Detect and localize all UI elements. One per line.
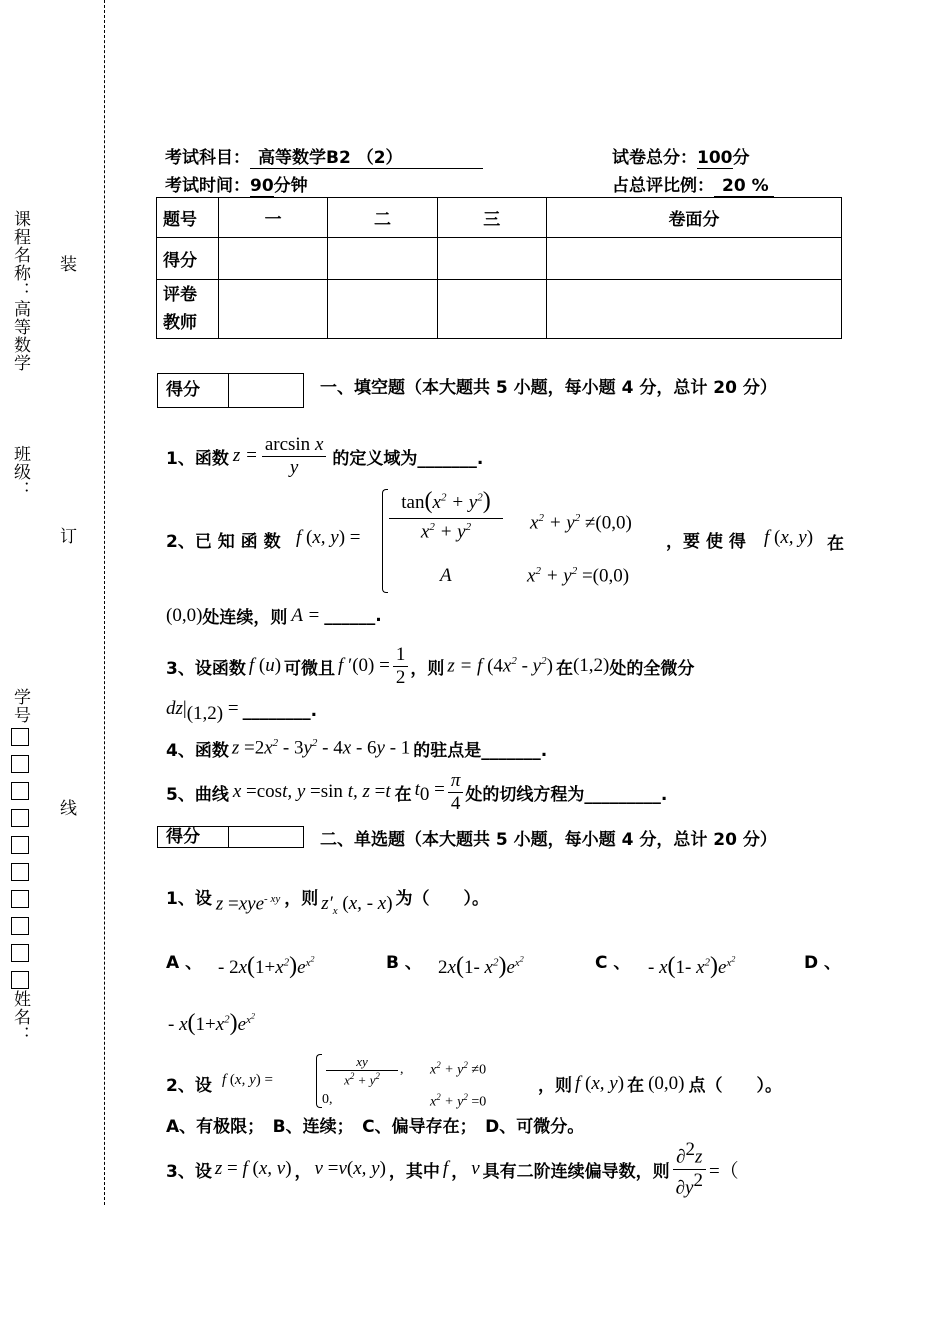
s2-q2-prefix: 2、已 知 函 数 bbox=[166, 532, 281, 552]
course-name-label: 课程名称：高等数学 bbox=[10, 210, 30, 372]
header-cell-1: 一 bbox=[219, 198, 328, 238]
row-score-label: 得分 bbox=[157, 238, 219, 280]
subject-label: 考试科目： bbox=[165, 148, 250, 168]
section1-score-label: 得分 bbox=[158, 374, 229, 407]
grader-cell[interactable] bbox=[437, 280, 546, 339]
s1-question-1: 1、函数 z = $\frac{\text{arcsin x}}{y}$ 的定义域为_______. bbox=[166, 433, 484, 478]
grader-cell[interactable] bbox=[546, 280, 841, 339]
header-cell-3: 三 bbox=[437, 198, 546, 238]
s1-q2-mid: ，要 使 得 bbox=[666, 532, 746, 552]
option-a-label: A 、 bbox=[166, 953, 203, 973]
header-cell-total: 卷面分 bbox=[546, 198, 841, 238]
section2-score-field[interactable] bbox=[229, 827, 303, 847]
score-table bbox=[156, 197, 842, 339]
bind-char-xian: 线 bbox=[60, 799, 77, 819]
option-d-label: D 、 bbox=[804, 953, 842, 973]
section1-score-box bbox=[157, 373, 304, 408]
section2-score-box bbox=[157, 826, 304, 848]
s1-question-2-line2: (0,0) 处连续，则 A = ______. bbox=[166, 604, 382, 628]
s2-question-3: 3、设 z = f (x, v) ， v =v(x, y) ，其中 f ， v 具有二阶连续偏导数，则 $\frac{\partial^2z}{\partial y^2}$ =（ bbox=[166, 1139, 739, 1198]
ratio-label: 占总评比例： bbox=[612, 176, 714, 196]
time-unit: 分钟 bbox=[273, 176, 308, 196]
total-line bbox=[612, 143, 750, 169]
binding-dashed-line bbox=[104, 0, 105, 1205]
score-cell[interactable] bbox=[437, 238, 546, 280]
total-label: 试卷总分： bbox=[612, 148, 697, 168]
section1-score-field[interactable] bbox=[229, 374, 303, 407]
s1-question-5: 5、曲线 x =cost, y =sin t, z =t 在 $t_0$ = $\frac{\pi}{4}$ 处的切线方程为_________. bbox=[166, 769, 668, 814]
subject-value: 高等数学B2 （2） bbox=[250, 143, 483, 169]
s1-question-3: 3、设函数 f (u) 可微且 f ′(0) = $\frac{1}{2}$ ，则 z = f $(4x^2 - y^2)$ 在 (1,2) 处的全微分 bbox=[166, 643, 695, 688]
s2-question-2-tail: ，则 f (x, y) 在 (0,0) 点（ ）。 bbox=[538, 1072, 782, 1096]
grader-cell[interactable] bbox=[219, 280, 328, 339]
total-value: 100 bbox=[697, 148, 733, 168]
bind-char-zhuang: 装 bbox=[60, 255, 77, 275]
section2-score-label: 得分 bbox=[158, 827, 229, 847]
time-line bbox=[165, 171, 308, 197]
piecewise-brace bbox=[382, 489, 388, 593]
score-cell[interactable] bbox=[328, 238, 437, 280]
score-cell[interactable] bbox=[219, 238, 328, 280]
s2-q2-prefix: 2、设 bbox=[166, 1076, 212, 1096]
section2-title: 二、单选题（本大题共 5 小题，每小题 4 分，总计 20 分） bbox=[320, 830, 777, 850]
bind-char-ding: 订 bbox=[60, 527, 77, 547]
header-cell-2: 二 bbox=[328, 198, 437, 238]
s2-question-1: 1、设 z =xye$^{- xy}$ ，则 $z'_x$ (x, - x) 为（ ）。 bbox=[166, 889, 490, 917]
s1-question-4: 4、函数 $z =2x^2 - 3y^2 - 4x - 6y - 1$ 的驻点是_______. bbox=[166, 737, 548, 761]
row-grader-label: 评卷 教师 bbox=[157, 280, 219, 339]
s1-q2-end: 在 bbox=[827, 534, 844, 554]
option-c-label: C 、 bbox=[595, 953, 631, 973]
time-label: 考试时间： bbox=[165, 176, 250, 196]
grader-cell[interactable] bbox=[328, 280, 437, 339]
section1-title: 一、填空题（本大题共 5 小题，每小题 4 分，总计 20 分） bbox=[320, 378, 777, 398]
header-cell-number: 题号 bbox=[157, 198, 219, 238]
time-value: 90 bbox=[250, 176, 274, 196]
ratio-line bbox=[612, 171, 774, 197]
class-label: 班级： bbox=[10, 445, 30, 499]
name-label: 姓名： bbox=[10, 990, 30, 1044]
option-b-label: B 、 bbox=[386, 953, 422, 973]
score-cell[interactable] bbox=[546, 238, 841, 280]
student-id-boxes bbox=[11, 728, 29, 998]
subject-line bbox=[165, 143, 483, 169]
s1-question-3-line2: $dz|_{(1,2)}$ = ________. bbox=[166, 698, 318, 724]
s2-question-2-options: A、有极限； B、连续； C、偏导存在； D、可微分。 bbox=[166, 1117, 585, 1137]
ratio-value: 20 % bbox=[714, 176, 774, 197]
total-unit: 分 bbox=[732, 148, 750, 168]
student-id-label: 学号 bbox=[10, 688, 30, 724]
